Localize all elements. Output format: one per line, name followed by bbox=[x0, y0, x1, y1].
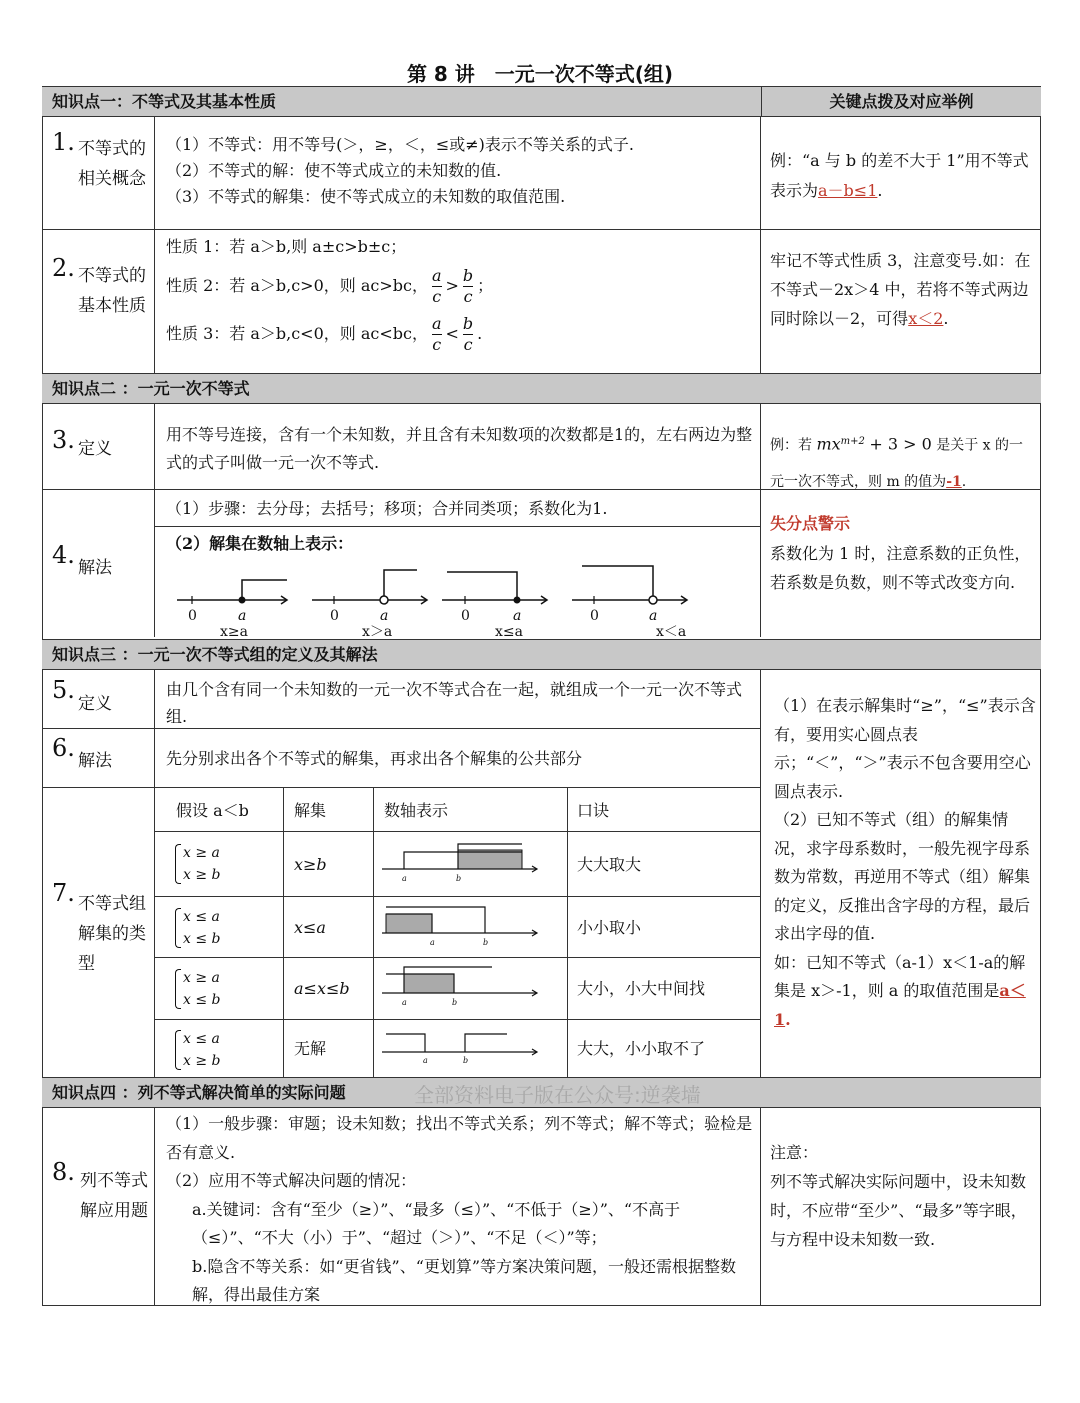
case-3-tick-b: b bbox=[452, 998, 458, 1007]
row-7-number: 7. bbox=[52, 879, 75, 907]
row-5-definition: 由几个含有同一个未知数的一元一次不等式合在一起，就组成一个一元一次不等式组. bbox=[166, 680, 743, 726]
row-2-properties: 性质 1：若 a＞b,则 a±c>b±c； 性质 2：若 a＞b,c>0，则 ac>bc， $\frac{a}{c}$ > $\frac{b}{c}$ ； 性质 3：若 a＞b,c<0，则 ac<bc， $\frac{a}{c}$ < $\frac{b}{c}$ . bbox=[166, 237, 494, 354]
case-3-solution: a≤x≤b bbox=[294, 979, 350, 998]
section-3-note: （1）在表示解集时“≥”，“≤”表示含有，要用实心圆点表示；“＜”，“＞”表示不包含要用空心圆点表示. （2）已知不等式（组）的解集情况，求字母系数时，一般先视字母系数为常数，再逆用不等式（组）解集的定义，反推出含字母的方程，最后求出字母的值. 如：已知不等式（a-1）x＜1-a的解集是 x＞-1，则 a 的取值范围是a＜1. bbox=[774, 696, 1036, 1029]
row-4-warning-title: 失分点警示 bbox=[770, 514, 851, 533]
row-8-number: 8. bbox=[52, 1158, 75, 1186]
system-number-lines bbox=[377, 834, 565, 1076]
case-3-rule: 大小，小大中间找 bbox=[577, 979, 706, 998]
axis-4-a: a bbox=[649, 608, 658, 624]
row-1-label: 不等式的相关概念 bbox=[78, 139, 146, 189]
case-4-tick-a: a bbox=[423, 1056, 428, 1065]
axis-2-zero: 0 bbox=[330, 608, 339, 624]
knowledge-table bbox=[42, 86, 1041, 1306]
row-3-definition: 用不等号连接，含有一个未知数，并且含有未知数项的次数都是1的，左右两边为整式的式子叫做一元一次不等式. bbox=[166, 425, 753, 472]
case-4-tick-b: b bbox=[463, 1056, 469, 1065]
case-1-tick-b: b bbox=[456, 874, 462, 883]
row-3-note: 例：若 $mx^{m+2} + 3 > 0$ 是关于 x 的一元一次不等式，则 m 的值为-1. bbox=[770, 434, 1024, 490]
row-1-note: 例：“a 与 b 的差不大于 1”用不等式表示为a－b≤1. bbox=[770, 151, 1029, 200]
row-4-axis-caption: （2）解集在数轴上表示： bbox=[166, 534, 354, 553]
subtable-header-assume: 假设 a＜b bbox=[176, 801, 249, 820]
row-6-method: 先分别求出各个不等式的解集，再求出各个解集的公共部分 bbox=[166, 749, 583, 768]
axis-3-zero: 0 bbox=[461, 608, 470, 624]
row-7-label: 不等式组解集的类型 bbox=[78, 894, 146, 974]
case-1-system: x ≥ a x ≥ b bbox=[183, 842, 221, 886]
axis-3-caption: x≤a bbox=[495, 624, 523, 638]
row-3-label: 定义 bbox=[78, 439, 112, 459]
case-4-solution: 无解 bbox=[294, 1039, 327, 1058]
case-2-tick-a: a bbox=[430, 938, 435, 947]
subtable-header-solution: 解集 bbox=[294, 801, 327, 820]
row-8-content: （1）一般步骤：审题；设未知数；找出不等式关系；列不等式；解不等式；验检是否有意义. （2）应用不等式解决问题的情况： a.关键词：含有“至少（≥）”、“最多（≤）”、“不低于（≥）”、“不高于（≤）”、“不大（小）于”、“超过（＞）”、“不足（＜）”等； b.隐含不等关系：如“更省钱”、“更划算”等方案决策问题，一般还需根据整数解，得出最佳方案 bbox=[166, 1114, 753, 1304]
case-2-tick-b: b bbox=[483, 938, 489, 947]
row-1-number: 1. bbox=[52, 128, 75, 156]
axis-2-a: a bbox=[380, 608, 389, 624]
case-4-rule: 大大，小小取不了 bbox=[577, 1039, 706, 1058]
row-1-content: （1）不等式：用不等号(＞，≥，＜，≤或≠)表示不等关系的式子. （2）不等式的解：使不等式成立的未知数的值. （3）不等式的解集：使不等式成立的未知数的取值范围. bbox=[166, 135, 634, 206]
number-line-diagrams bbox=[162, 556, 762, 638]
row-6-label: 解法 bbox=[78, 751, 112, 771]
axis-1-a: a bbox=[238, 608, 247, 624]
row-5-label: 定义 bbox=[78, 694, 112, 714]
subtable-header-axis: 数轴表示 bbox=[384, 801, 449, 820]
case-2-solution: x≤a bbox=[294, 918, 326, 937]
row-5-number: 5. bbox=[52, 676, 75, 704]
case-1-solution: x≥b bbox=[294, 855, 327, 874]
axis-4-zero: 0 bbox=[590, 608, 599, 624]
row-8-label: 列不等式解应用题 bbox=[80, 1171, 148, 1221]
axis-3-a: a bbox=[513, 608, 522, 624]
row-4-warning: 系数化为 1 时，注意系数的正负性，若系数是负数，则不等式改变方向. bbox=[770, 544, 1031, 592]
row-2-note: 牢记不等式性质 3，注意变号.如：在不等式－2x＞4 中，若将不等式两边同时除以－2，可得x＜2. bbox=[770, 251, 1031, 328]
row-2-number: 2. bbox=[52, 254, 75, 282]
row-3-number: 3. bbox=[52, 426, 75, 454]
row-6-number: 6. bbox=[52, 734, 75, 762]
row-8-note: 注意： 列不等式解决实际问题中，设未知数时，不应带“至少”、“最多”等字眼，与方程中设未知数一致. bbox=[770, 1143, 1027, 1249]
case-1-tick-a: a bbox=[402, 874, 407, 883]
subtable-header-rule: 口诀 bbox=[577, 801, 610, 820]
page-title: 第 8 讲 一元一次不等式(组) bbox=[406, 62, 674, 86]
row-4-label: 解法 bbox=[78, 558, 112, 578]
axis-2-caption: x＞a bbox=[362, 624, 393, 638]
section-1-header: 知识点一：不等式及其基本性质 bbox=[42, 86, 761, 117]
case-3-system: x ≥ a x ≤ b bbox=[183, 967, 221, 1011]
row-4-number: 4. bbox=[52, 541, 75, 569]
row-2-label: 不等式的基本性质 bbox=[78, 266, 146, 316]
axis-1-caption: x≥a bbox=[220, 624, 248, 638]
section-3-header: 知识点三 ：一元一次不等式组的定义及其解法 bbox=[42, 639, 1041, 670]
case-3-tick-a: a bbox=[402, 998, 407, 1007]
row-4-steps: （1）步骤：去分母；去括号；移项；合并同类项；系数化为1. bbox=[166, 499, 608, 518]
section-1-right-header: 关键点拨及对应举例 bbox=[761, 86, 1041, 117]
case-1-rule: 大大取大 bbox=[577, 855, 642, 874]
watermark: 全部资料电子版在公众号:逆袭墙 bbox=[414, 1083, 701, 1107]
case-2-rule: 小小取小 bbox=[577, 918, 642, 937]
axis-1-zero: 0 bbox=[188, 608, 197, 624]
axis-4-caption: x＜a bbox=[656, 624, 687, 638]
section-4-header: 知识点四 ：列不等式解决简单的实际问题 bbox=[42, 1077, 1041, 1108]
section-2-header: 知识点二 ：一元一次不等式 bbox=[42, 373, 1041, 404]
case-2-system: x ≤ a x ≤ b bbox=[183, 906, 221, 950]
case-4-system: x ≤ a x ≥ b bbox=[183, 1028, 221, 1072]
